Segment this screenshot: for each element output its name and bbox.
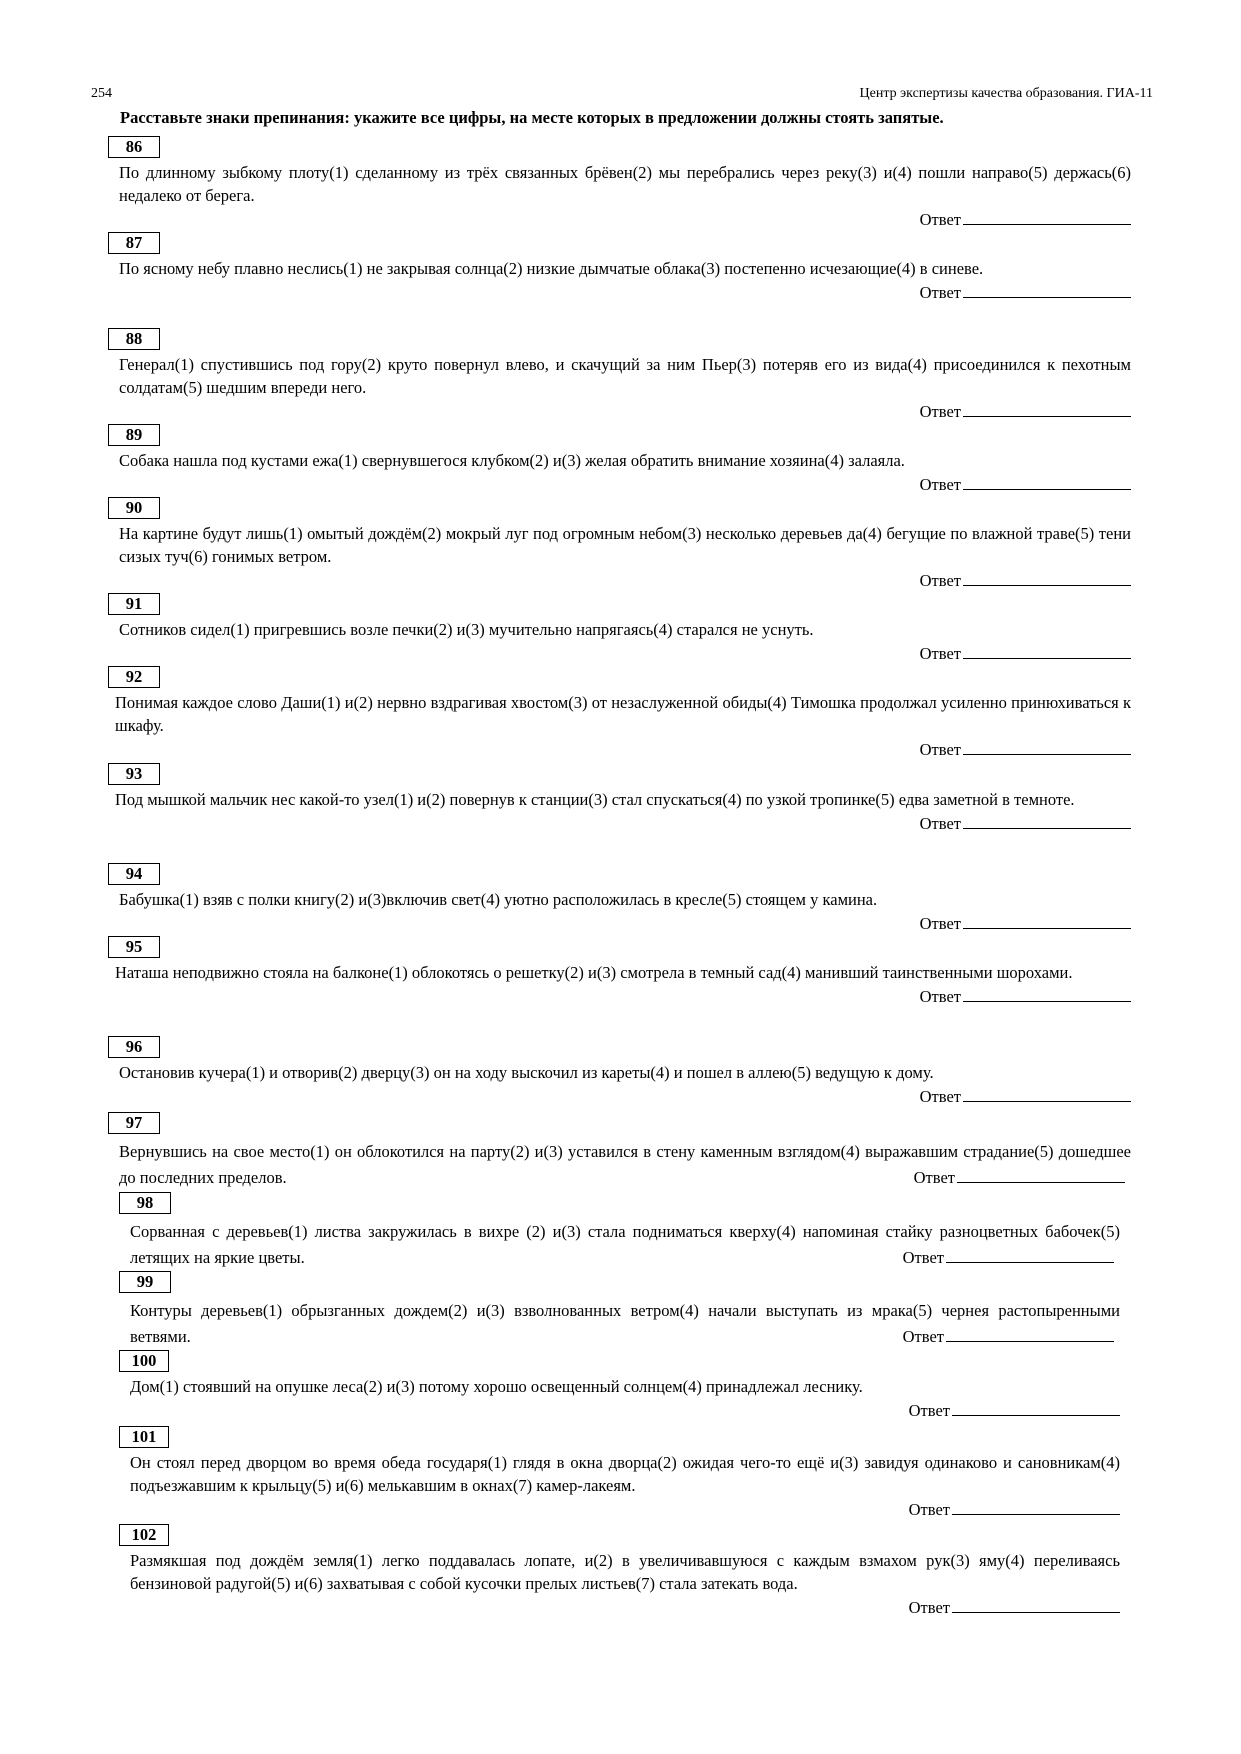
task-number: 94 xyxy=(108,863,160,885)
task-sentence: Вернувшись на свое место(1) он облокотился на парту(2) и(3) уставился в стену каменным взглядом(4) выражавшим страдание(5) дошедшее до последних пределов. xyxy=(119,1142,1131,1187)
answer-line[interactable] xyxy=(963,472,1131,490)
task-94 xyxy=(109,862,1131,935)
task-87 xyxy=(109,231,1131,304)
answer-line[interactable] xyxy=(952,1398,1120,1416)
task-sentence: По длинному зыбкому плоту(1) сделанному из трёх связанных брёвен(2) мы перебрались через реку(3) и(4) пошли направо(5) держась(6) недалеко от берега. xyxy=(119,163,1131,205)
task-sentence: На картине будут лишь(1) омытый дождём(2) мокрый луг под огромным небом(3) несколько деревьев да(4) бегущие по влажной траве(5) тени сизых туч(6) гонимых ветром. xyxy=(119,524,1131,566)
instruction: Расставьте знаки препинания: укажите все цифры, на месте которых в предложении должны стоять запятые. xyxy=(120,108,944,127)
task-92 xyxy=(109,665,1131,761)
answer-line[interactable] xyxy=(963,641,1131,659)
answer-label: Ответ xyxy=(919,1087,961,1106)
task-sentence: По ясному небу плавно неслись(1) не закрывая солнца(2) низкие дымчатые облака(3) постепенно исчезающие(4) в синеве. xyxy=(119,259,984,278)
answer-line[interactable] xyxy=(963,280,1131,298)
task-89 xyxy=(109,423,1131,496)
page-number: 254 xyxy=(91,86,112,101)
task-sentence: Контуры деревьев(1) обрызганных дождем(2) и(3) взволнованных ветром(4) начали выступать из мрака(5) чернея растопыренными ветвями. xyxy=(130,1301,1120,1346)
answer-label: Ответ xyxy=(919,914,961,933)
task-number: 89 xyxy=(108,424,160,446)
answer-field[interactable] xyxy=(109,1084,1131,1108)
answer-label: Ответ xyxy=(908,1598,950,1617)
task-sentence: Генерал(1) спустившись под гору(2) круто повернул влево, и скачущий за ним Пьер(3) потеряв его из вида(4) присоединился к пехотным солдатам(5) шедшим впереди него. xyxy=(119,355,1131,397)
task-number: 90 xyxy=(108,497,160,519)
task-sentence: Понимая каждое слово Даши(1) и(2) нервно вздрагивая хвостом(3) от незаслуженной обиды(4) Тимошка продолжал усиленно принюхиваться к шкафу. xyxy=(115,693,1131,735)
task-101 xyxy=(120,1425,1120,1521)
answer-line[interactable] xyxy=(963,911,1131,929)
answer-line[interactable] xyxy=(957,1165,1125,1183)
task-88 xyxy=(109,327,1131,423)
task-99 xyxy=(120,1269,1120,1350)
answer-label: Ответ xyxy=(919,283,961,302)
task-number: 91 xyxy=(108,593,160,615)
task-sentence: Дом(1) стоявший на опушке леса(2) и(3) потому хорошо освещенный солнцем(4) принадлежал леснику. xyxy=(130,1377,863,1396)
task-sentence: Наташа неподвижно стояла на балконе(1) облокотясь о решетку(2) и(3) смотрела в темный сад(4) манивший таинственными шорохами. xyxy=(115,963,1073,982)
answer-label: Ответ xyxy=(919,571,961,590)
answer-line[interactable] xyxy=(946,1245,1114,1263)
answer-label: Ответ xyxy=(919,987,961,1006)
answer-label: Ответ xyxy=(919,644,961,663)
answer-label: Ответ xyxy=(919,814,961,833)
answer-field[interactable] xyxy=(109,568,1131,592)
task-number: 93 xyxy=(108,763,160,785)
task-sentence: Собака нашла под кустами ежа(1) свернувшегося клубком(2) и(3) желая обратить внимание хозяина(4) залаяла. xyxy=(119,451,905,470)
task-number: 92 xyxy=(108,666,160,688)
answer-label: Ответ xyxy=(919,475,961,494)
answer-line[interactable] xyxy=(963,568,1131,586)
answer-label: Ответ xyxy=(919,402,961,421)
task-number: 100 xyxy=(119,1350,169,1372)
answer-field[interactable] xyxy=(109,911,1131,935)
answer-field[interactable] xyxy=(903,1324,1114,1350)
answer-field[interactable] xyxy=(120,1497,1120,1521)
task-sentence: Он стоял перед дворцом во время обеда государя(1) глядя в окна дворца(2) ожидая чего-то ещё и(3) завидуя одинаково и сановникам(4) подъезжавшим к крыльцу(5) и(6) мелькавшим в окнах(7) камер-лакеям. xyxy=(130,1453,1120,1495)
task-sentence: Под мышкой мальчик нес какой-то узел(1) и(2) повернув к станции(3) стал спускаться(4) по узкой тропинке(5) едва заметной в темноте. xyxy=(115,790,1075,809)
task-number: 102 xyxy=(119,1524,169,1546)
answer-label: Ответ xyxy=(902,1248,944,1267)
task-sentence: Остановив кучера(1) и отворив(2) дверцу(3) он на ходу выскочил из кареты(4) и пошел в аллею(5) ведущую к дому. xyxy=(119,1063,934,1082)
answer-line[interactable] xyxy=(963,984,1131,1002)
answer-field[interactable] xyxy=(120,1595,1120,1619)
answer-field[interactable] xyxy=(914,1165,1125,1191)
task-102 xyxy=(120,1523,1120,1619)
answer-field[interactable] xyxy=(120,1398,1120,1422)
task-number: 101 xyxy=(119,1426,169,1448)
answer-field[interactable] xyxy=(109,280,1131,304)
task-number: 95 xyxy=(108,936,160,958)
answer-field[interactable] xyxy=(109,737,1131,761)
answer-field[interactable] xyxy=(903,1245,1114,1271)
answer-field[interactable] xyxy=(109,207,1131,231)
task-number: 86 xyxy=(108,136,160,158)
answer-field[interactable] xyxy=(109,399,1131,423)
task-86 xyxy=(109,135,1131,231)
answer-line[interactable] xyxy=(946,1324,1114,1342)
answer-field[interactable] xyxy=(109,984,1131,1008)
answer-label: Ответ xyxy=(919,210,961,229)
task-number: 87 xyxy=(108,232,160,254)
answer-line[interactable] xyxy=(963,811,1131,829)
task-91 xyxy=(109,592,1131,665)
answer-line[interactable] xyxy=(952,1497,1120,1515)
task-sentence: Бабушка(1) взяв с полки книгу(2) и(3)включив свет(4) уютно расположилась в кресле(5) стоящем у камина. xyxy=(119,890,878,909)
answer-label: Ответ xyxy=(902,1327,944,1346)
task-96 xyxy=(109,1035,1131,1108)
task-95 xyxy=(109,935,1131,1008)
answer-line[interactable] xyxy=(963,399,1131,417)
running-header: Центр экспертизы качества образования. ГИА-11 xyxy=(859,86,1153,101)
task-93 xyxy=(109,762,1131,835)
task-number: 88 xyxy=(108,328,160,350)
task-number: 99 xyxy=(119,1271,171,1293)
task-sentence: Размякшая под дождём земля(1) легко поддавалась лопате, и(2) в увеличивавшуюся с каждым взмахом рук(3) яму(4) переливаясь бензиновой радугой(5) и(6) захватывая с собой кусочки прелых листьев(7) стала затекать вода. xyxy=(130,1551,1120,1593)
answer-line[interactable] xyxy=(963,737,1131,755)
answer-label: Ответ xyxy=(908,1500,950,1519)
answer-label: Ответ xyxy=(908,1401,950,1420)
task-number: 98 xyxy=(119,1192,171,1214)
answer-label: Ответ xyxy=(913,1168,955,1187)
answer-field[interactable] xyxy=(109,472,1131,496)
task-sentence: Сорванная с деревьев(1) листва закружилась в вихре (2) и(3) стала подниматься кверху(4) напоминая стайку разноцветных бабочек(5) летящих на яркие цветы. xyxy=(130,1222,1120,1267)
answer-line[interactable] xyxy=(963,1084,1131,1102)
task-number: 97 xyxy=(108,1112,160,1134)
task-98 xyxy=(120,1190,1120,1271)
answer-label: Ответ xyxy=(919,740,961,759)
answer-field[interactable] xyxy=(109,641,1131,665)
task-sentence: Сотников сидел(1) пригревшись возле печки(2) и(3) мучительно напрягаясь(4) старался не уснуть. xyxy=(119,620,814,639)
answer-line[interactable] xyxy=(952,1595,1120,1613)
task-number: 96 xyxy=(108,1036,160,1058)
task-97 xyxy=(109,1110,1131,1191)
answer-field[interactable] xyxy=(109,811,1131,835)
task-90 xyxy=(109,496,1131,592)
task-100 xyxy=(120,1349,1120,1422)
answer-line[interactable] xyxy=(963,207,1131,225)
